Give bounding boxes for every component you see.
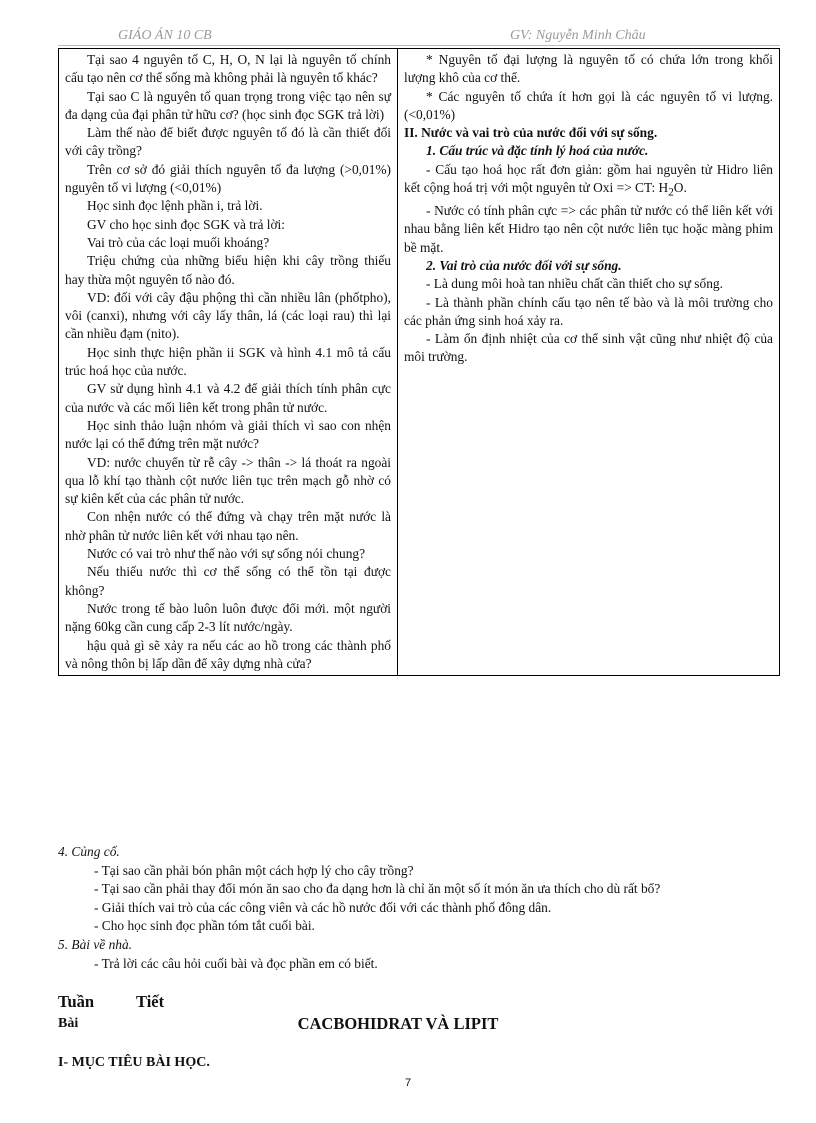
after-table-section [58,843,780,973]
left-paragraph: Con nhện nước có thể đứng và chạy trên mặt nước là nhờ phân tử nước liên kết với nhau tạo nên. [65,509,391,543]
cungco-item: - Giải thích vai trò của các công viên và các hồ nước đối với các thành phố đông dân. [94,899,552,915]
header-left: GIÁO ÁN 10 CB [118,28,212,43]
header-divider [58,45,780,46]
cungco-heading: 4. Củng cố. [58,844,120,859]
left-paragraph: Triệu chứng của những biểu hiện khi cây trồng thiếu hay thừa một nguyên tố nào đó. [65,253,391,287]
left-paragraph: Nếu thiếu nước thì cơ thể sống có thể tồn tại được không? [65,564,391,598]
right-paragraph: * Nguyên tố đại lượng là nguyên tố có chứa lớn trong khối lượng khô của cơ thể. [404,52,773,86]
right-paragraph: - Làm ổn định nhiệt của cơ thể sinh vật cũng như nhiệt độ của môi trường. [404,331,773,365]
left-paragraph: Nước trong tế bào luôn luôn được đổi mới. một người nặng 60kg cần cung cấp 2-3 lít nước/ngày. [65,600,391,635]
right-paragraph: * Các nguyên tố chứa ít hơn gọi là các nguyên tố vi lượng.(<0,01%) [404,88,773,122]
left-paragraph: Trên cơ sở đó giải thích nguyên tố đa lượng (>0,01%) nguyên tố vi lượng (<0,01%) [65,161,391,196]
header-right: GV: Nguyễn Minh Châu [510,28,646,43]
left-paragraph: Tại sao 4 nguyên tố C, H, O, N lại là nguyên tố chính cấu tạo nên cơ thể sống mà không phải là nguyên tố khác? [65,52,391,86]
subsection-heading: 1. Cấu trúc và đặc tính lý hoá của nước. [426,143,649,159]
formula-subscript: 2 [668,186,674,199]
cungco-item: - Tại sao cần phải bón phân một cách hợp lý cho cây trồng? [94,862,414,878]
left-paragraph: hậu quả gì sẽ xảy ra nếu các ao hồ trong các thành phố và nông thôn bị lấp dần để xây dựng nhà cửa? [65,637,391,671]
content-column [398,49,780,676]
right-paragraph: - Là dung môi hoà tan nhiều chất cần thiết cho sự sống. [426,276,723,292]
left-paragraph: Học sinh thảo luận nhóm và giải thích vì sao con nhện nước lại có thể đứng trên mặt nước? [65,417,391,452]
left-paragraph: Làm thế nào để biết được nguyên tố đó là cần thiết đối với cây trồng? [65,125,391,159]
page-number: 7 [404,1077,412,1089]
left-paragraph: Nước có vai trò như thế nào với sự sống nói chung? [87,546,366,562]
lesson-table [58,48,780,676]
right-paragraph [404,161,773,202]
left-paragraph: Vai trò của các loại muối khoáng? [87,234,270,250]
left-paragraph: GV cho học sinh đọc SGK và trả lời: [87,216,285,232]
left-paragraph: Học sinh đọc lệnh phần i, trả lời. [87,198,263,214]
lesson-label: Bài [58,1016,79,1031]
lesson-title: CACBOHIDRAT VÀ LIPIT [297,1014,499,1033]
cungco-item: - Tại sao cần phải thay đổi món ăn sao cho đa dạng hơn là chỉ ăn một số ít món ăn ưa thích cho dù rất bổ? [94,881,661,897]
baive-heading: 5. Bài về nhà. [58,936,133,952]
teacher-activity-column [59,49,398,676]
left-paragraph: Học sinh thực hiện phần ii SGK và hình 4.1 mô tả cấu trúc hoá học của nước. [65,344,391,379]
left-paragraph: GV sử dụng hình 4.1 và 4.2 để giải thích tính phân cực của nước và các mối liên kết trong phân tử nước. [65,381,391,415]
right-paragraph: - Là thành phần chính cấu tạo nên tế bào và là môi trường cho các phản ứng sinh hoá xảy ra. [404,294,773,328]
section-heading: II. Nước và vai trò của nước đối với sự sống. [404,125,658,141]
baive-item: - Trả lời các câu hỏi cuối bài và đọc phần em có biết. [94,955,378,971]
period-label: Tiết [136,992,165,1011]
left-paragraph: Tại sao C là nguyên tố quan trọng trong việc tạo nên sự đa dạng của đại phân tử hữu cơ? (học sinh đọc SGK trả lời) [65,88,391,122]
week-period-line [58,992,164,1012]
left-paragraph: VD: đối với cây đậu phộng thì cần nhiều lân (phốtpho), vôi (canxi), nhưng với cây lấy thân, lá (các loại rau) thì lại cần nhiều đạm (nito). [65,289,391,342]
week-label: Tuần [58,992,95,1011]
right-paragraph: - Nước có tính phân cực => các phân tử nước có thể liên kết với nhau bằng liên kết Hidro tạo nên cột nước liên tục hoặc màng phim bề mặt. [404,203,773,255]
subsection-heading: 2. Vai trò của nước đối với sự sống. [426,257,622,273]
objectives-heading: I- MỤC TIÊU BÀI HỌC. [58,1055,210,1070]
formula-text: - Cấu tạo hoá học rất đơn giản: gồm hai nguyên tử Hidro liên kết cộng hoá trị với một nguyên tử Oxi => CT: H [404,161,773,196]
left-paragraph: VD: nước chuyển từ rễ cây -> thân -> lá thoát ra ngoài qua lỗ khí tạo thành cột nước liên tục trên mạch gỗ nhờ có sự kiên kết của các phân tử nước. [65,454,391,507]
formula-end: O. [673,180,687,196]
cungco-item: - Cho học sinh đọc phần tóm tắt cuối bài. [94,918,315,934]
